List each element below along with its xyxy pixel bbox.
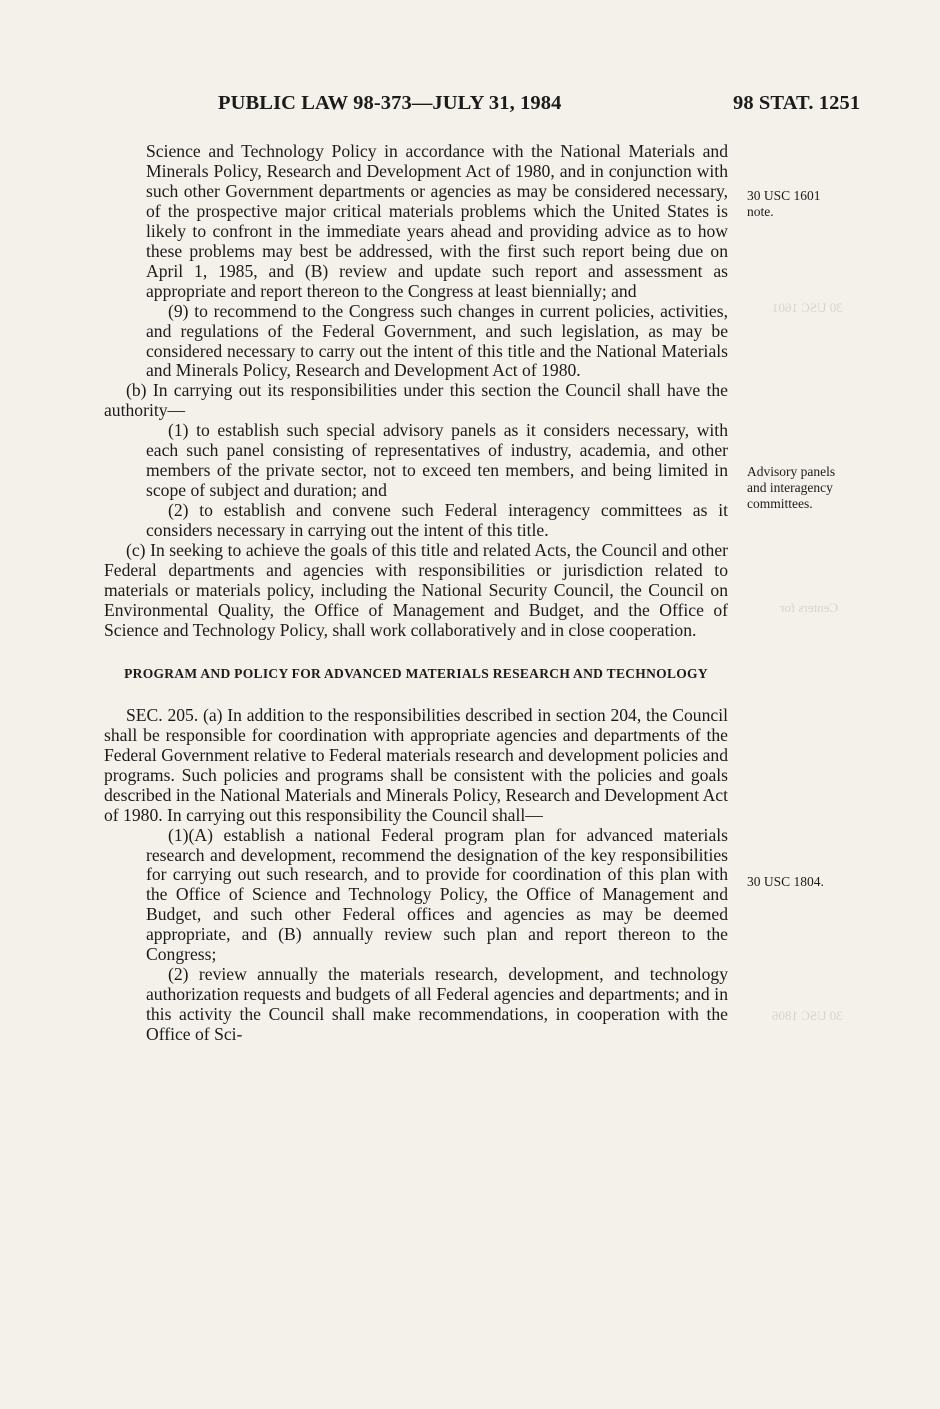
paragraph-item-9: (9) to recommend to the Congress such changes in current policies, activities, and regulations of the Federal Government, and such legislation, as may be considered necessary to carry out the intent of this title and the National Materials and Minerals Policy, Research and Development Act of 1980. xyxy=(146,300,728,381)
header-title: PUBLIC LAW 98-373—JULY 31, 1984 xyxy=(218,92,562,114)
margin-note-usc-1804: 30 USC 1804. xyxy=(747,874,824,889)
paragraph-item-1a: (1)(A) establish a national Federal program plan for advanced materials research and development, recommend the designation of the key responsibilities for carrying out such research, and to provide for coordination of this plan with the Office of Science and Technology Policy, the Office of Management and Budget, and such other Federal offices and agencies as may be deemed appropriate, and (B) annually review such plan and report thereon to the Congress; xyxy=(146,824,728,965)
margin-note-advisory-panels: Advisory panels and interagency committees. xyxy=(747,464,836,511)
paragraph-item-2: (2) review annually the materials research, development, and technology authorization requests and budgets of all Federal agencies and departments; and in this activity the Council shall make recommendations, in cooperation with the Office of Sci- xyxy=(146,964,728,1045)
paragraph-continuation: Science and Technology Policy in accordance with the National Materials and Minerals Policy, Research and Development Act of 1980, and in conjunction with such other Government departments or agencies as may be considered necessary, of the prospective major critical materials problems which the United States is likely to confront in the immediate years ahead and providing advice as to how these problems may best be addressed, with the first such report being due on April 1, 1985, and (B) review and update such report and assessment as appropriate and report thereon to the Congress at least biennially; and xyxy=(146,141,728,301)
paragraph-subsection-c: (c) In seeking to achieve the goals of this title and related Acts, the Council and other Federal departments and agencies with responsibilities or jurisdiction related to materials or materials policy, including the National Security Council, the Council on Environmental Quality, the Office of Management and Budget, and the Office of Science and Technology Policy, shall work collaboratively and in close cooperation. xyxy=(104,540,728,640)
paragraph-item-b2: (2) to establish and convene such Federal interagency committees as it considers necessary in carrying out the intent of this title. xyxy=(146,500,728,541)
header-page-number: 98 STAT. 1251 xyxy=(733,92,861,114)
page-header xyxy=(0,92,940,122)
bleed-through-mark: 30 USC 1806 xyxy=(772,1008,843,1023)
bleed-through-mark: 30 USC 1601 xyxy=(772,300,843,315)
paragraph-sec-205: SEC. 205. (a) In addition to the responsibilities described in section 204, the Council shall be responsible for coordination with appropriate agencies and departments of the Federal Government relative to Federal materials research and development policies and programs. Such policies and programs shall be consistent with the policies and goals described in the National Materials and Minerals Policy, Research and Development Act of 1980. In carrying out this responsibility the Council shall— xyxy=(104,704,728,825)
paragraph-item-b1: (1) to establish such special advisory panels as it considers necessary, with each such panel consisting of representatives of industry, academia, and other members of the private sector, not to exceed ten members, and being limited in scope of subject and duration; and xyxy=(146,420,728,501)
margin-note-usc-1601: 30 USC 1601 note. xyxy=(747,188,821,219)
bleed-through-mark: Centers for xyxy=(780,600,839,615)
section-heading: PROGRAM AND POLICY FOR ADVANCED MATERIALS RESEARCH AND TECHNOLOGY xyxy=(124,665,708,681)
body-text xyxy=(104,142,728,1045)
paragraph-subsection-b: (b) In carrying out its responsibilities under this section the Council shall have the authority— xyxy=(104,380,728,421)
